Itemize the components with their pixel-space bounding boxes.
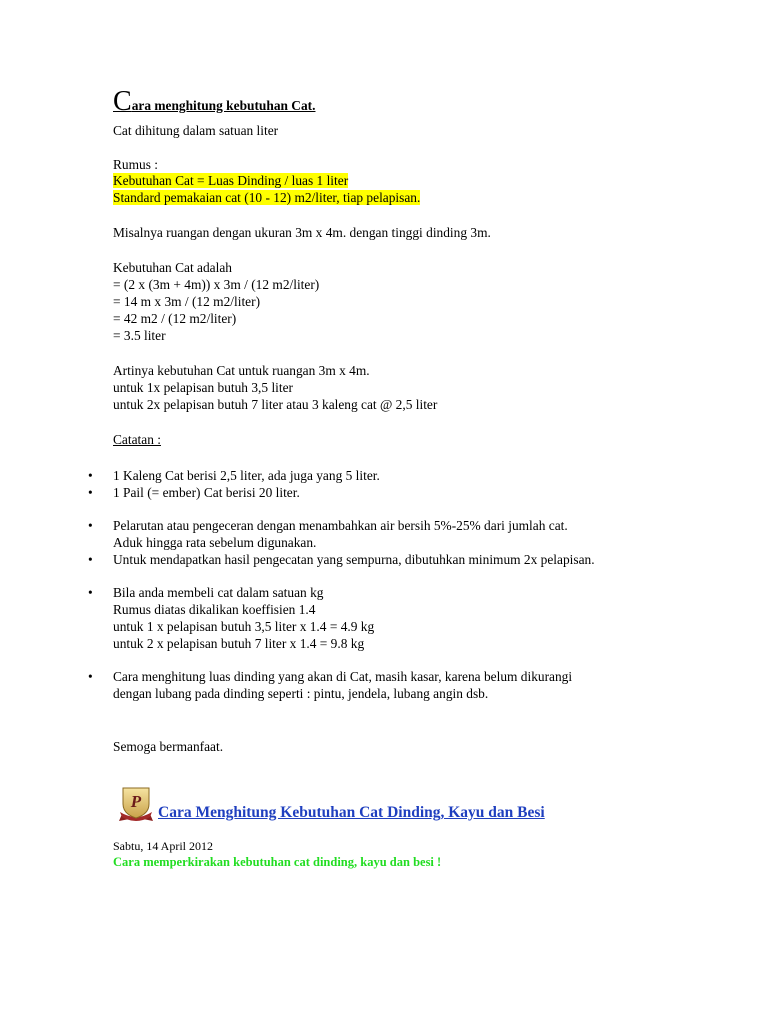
- calc-line-1: Kebutuhan Cat adalah: [113, 260, 232, 275]
- calc-line-3: = 14 m x 3m / (12 m2/liter): [113, 294, 261, 309]
- bullet-3-line-1: Pelarutan atau pengeceran dengan menambahkan air bersih 5%-25% dari jumlah cat.: [113, 518, 568, 533]
- meaning-line-1: Artinya kebutuhan Cat untuk ruangan 3m x 4m.: [113, 363, 370, 378]
- title-rest: ara menghitung kebutuhan Cat.: [131, 98, 316, 113]
- calc-line-5: = 3.5 liter: [113, 328, 166, 343]
- bullet-5-line-4: untuk 2 x pelapisan butuh 7 liter x 1.4 = 9.8 kg: [113, 636, 365, 651]
- notes-label: Catatan :: [113, 432, 161, 447]
- rumus-line-2: Standard pemakaian cat (10 - 12) m2/liter, tiap pelapisan.: [113, 190, 421, 205]
- bullet-dot: •: [88, 518, 93, 533]
- post-intro: Cara memperkirakan kebutuhan cat dinding, kayu dan besi !: [113, 855, 442, 869]
- bullet-5-line-1: Bila anda membeli cat dalam satuan kg: [113, 585, 324, 600]
- bullet-dot: •: [88, 485, 93, 500]
- bullet-5-line-2: Rumus diatas dikalikan koeffisien 1.4: [113, 602, 316, 617]
- post-date: Sabtu, 14 April 2012: [113, 839, 214, 853]
- bullet-5-line-3: untuk 1 x pelapisan butuh 3,5 liter x 1.4 = 4.9 kg: [113, 619, 375, 634]
- bullet-6-line-1: Cara menghitung luas dinding yang akan di Cat, masih kasar, karena belum dikurangi: [113, 669, 573, 684]
- bullet-dot: •: [88, 669, 93, 684]
- closing-text: Semoga bermanfaat.: [113, 739, 224, 754]
- rumus-line-1: Kebutuhan Cat = Luas Dinding / luas 1 liter: [113, 173, 349, 188]
- rumus-label: Rumus :: [113, 157, 159, 172]
- bullet-6-line-2: dengan lubang pada dinding seperti : pintu, jendela, lubang angin dsb.: [113, 686, 489, 701]
- subtitle: Cat dihitung dalam satuan liter: [113, 123, 279, 138]
- bullet-3-line-2: Aduk hingga rata sebelum digunakan.: [113, 535, 317, 550]
- title-dropcap: C: [113, 86, 132, 117]
- blog-badge-icon: [117, 784, 155, 824]
- bullet-2: 1 Pail (= ember) Cat berisi 20 liter.: [113, 485, 300, 500]
- meaning-line-2: untuk 1x pelapisan butuh 3,5 liter: [113, 380, 294, 395]
- blog-post-title-link[interactable]: Cara Menghitung Kebutuhan Cat Dinding, Kayu dan Besi: [158, 804, 545, 821]
- example-text: Misalnya ruangan dengan ukuran 3m x 4m. dengan tinggi dinding 3m.: [113, 225, 491, 240]
- calc-line-4: = 42 m2 / (12 m2/liter): [113, 311, 237, 326]
- badge-letter: P: [130, 792, 142, 811]
- bullet-dot: •: [88, 585, 93, 600]
- document-title: [113, 86, 316, 117]
- meaning-line-3: untuk 2x pelapisan butuh 7 liter atau 3 kaleng cat @ 2,5 liter: [113, 397, 438, 412]
- bullet-dot: •: [88, 468, 93, 483]
- bullet-1: 1 Kaleng Cat berisi 2,5 liter, ada juga yang 5 liter.: [113, 468, 380, 483]
- bullet-4: Untuk mendapatkan hasil pengecatan yang sempurna, dibutuhkan minimum 2x pelapisan.: [113, 552, 595, 567]
- calc-line-2: = (2 x (3m + 4m)) x 3m / (12 m2/liter): [113, 277, 320, 292]
- bullet-dot: •: [88, 552, 93, 567]
